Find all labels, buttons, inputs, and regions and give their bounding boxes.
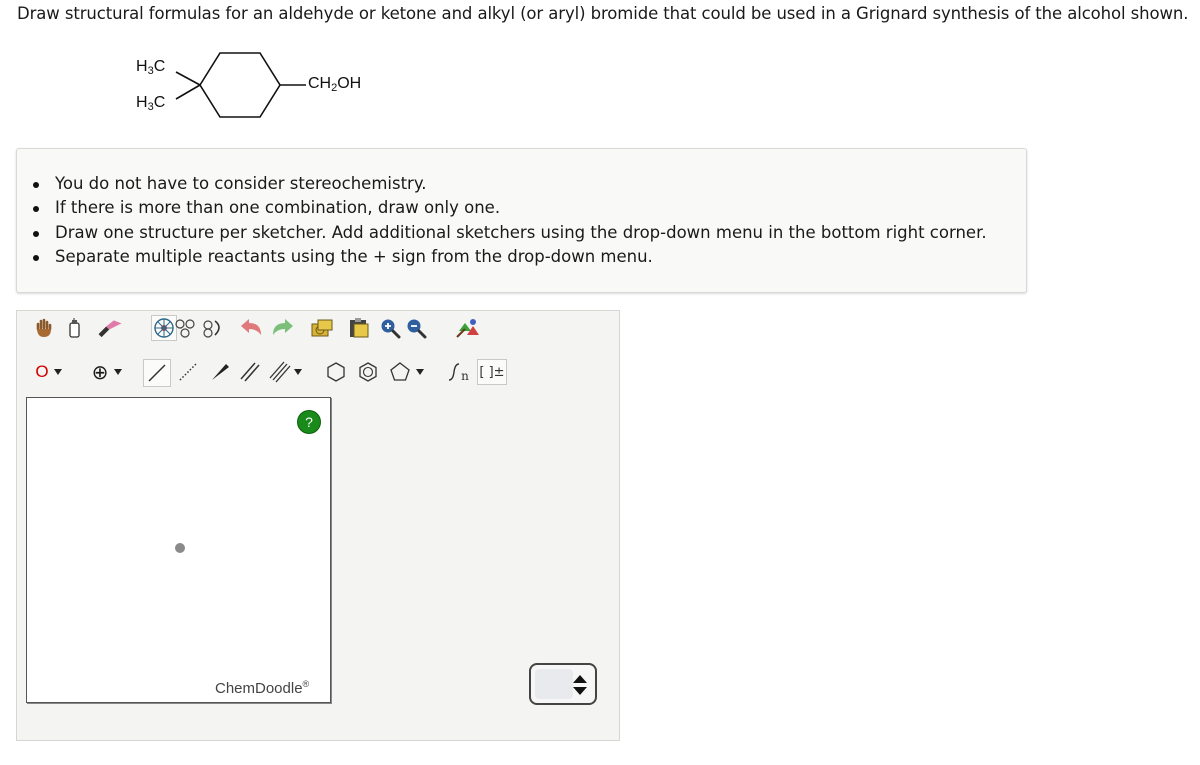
molecule-structure [120, 44, 410, 134]
help-button[interactable]: ? [298, 411, 320, 433]
cursor-dot [175, 543, 185, 553]
bracket-charge-icon[interactable]: [ ]± [477, 359, 507, 385]
bullet-icon [33, 231, 39, 237]
add-sketcher-dropdown[interactable] [529, 663, 597, 705]
toolbar-bottom [17, 359, 617, 389]
repeat-unit-icon[interactable]: n [443, 359, 473, 385]
cyclopentane-ring-icon[interactable] [387, 359, 413, 385]
bullet-icon [33, 182, 39, 188]
chain-tool-icon[interactable] [201, 315, 227, 341]
chemdoodle-sketcher [16, 310, 620, 741]
benzene-ring-icon[interactable] [355, 359, 381, 385]
charge-dropdown-arrow-icon[interactable] [111, 359, 125, 385]
hint-item: Separate multiple reactants using the + sign from the drop-down menu. [55, 245, 987, 269]
cyclohexane-ring-icon[interactable] [323, 359, 349, 385]
hint-item: Draw one structure per sketcher. Add additional sketchers using the drop-down menu in the bottom right corner. [55, 221, 987, 245]
drawing-canvas[interactable] [26, 397, 331, 703]
toolbar-top [17, 314, 617, 344]
spinner-arrows-icon [571, 673, 589, 697]
zoom-in-icon[interactable] [377, 315, 403, 341]
dropdown-field [535, 669, 573, 699]
lasso-select-icon[interactable] [61, 315, 87, 341]
hint-item: You do not have to consider stereochemistry. [55, 172, 987, 196]
question-text: Draw structural formulas for an aldehyde or ketone and alkyl (or aryl) bromide that could be used in a Grignard synthesis of the alcohol shown. [17, 4, 1189, 23]
hydroxymethyl-label: $CH_2OH$ [308, 75, 362, 94]
methyl-bottom-label: $H_3C$ [136, 94, 166, 113]
wedge-bond-icon[interactable] [207, 359, 233, 385]
hand-pan-icon[interactable] [31, 315, 57, 341]
atom-dropdown-arrow-icon[interactable] [51, 359, 65, 385]
redo-icon[interactable] [269, 315, 295, 341]
eraser-icon[interactable] [97, 315, 123, 341]
double-bond-icon[interactable] [237, 359, 263, 385]
instructions-box [16, 148, 1027, 293]
triple-bond-icon[interactable] [267, 359, 293, 385]
chemdoodle-brand: ChemDoodle® [215, 679, 310, 697]
copy-icon[interactable] [309, 315, 335, 341]
dashed-bond-icon[interactable] [175, 359, 201, 385]
ring-fuse-icon[interactable] [173, 315, 199, 341]
bullet-icon [33, 206, 39, 212]
zoom-out-icon[interactable] [403, 315, 429, 341]
paste-icon[interactable] [347, 315, 373, 341]
undo-icon[interactable] [239, 315, 265, 341]
atom-label-selector[interactable]: O [35, 362, 49, 381]
methyl-top-label: $H_3C$ [136, 58, 166, 77]
charge-selector[interactable]: ⊕ [91, 360, 109, 384]
bond-dropdown-arrow-icon[interactable] [291, 359, 305, 385]
clean-icon[interactable] [455, 315, 481, 341]
hint-item: If there is more than one combination, draw only one. [55, 196, 987, 220]
ring-dropdown-arrow-icon[interactable] [413, 359, 427, 385]
single-bond-icon[interactable] [143, 359, 171, 387]
bullet-icon [33, 255, 39, 261]
